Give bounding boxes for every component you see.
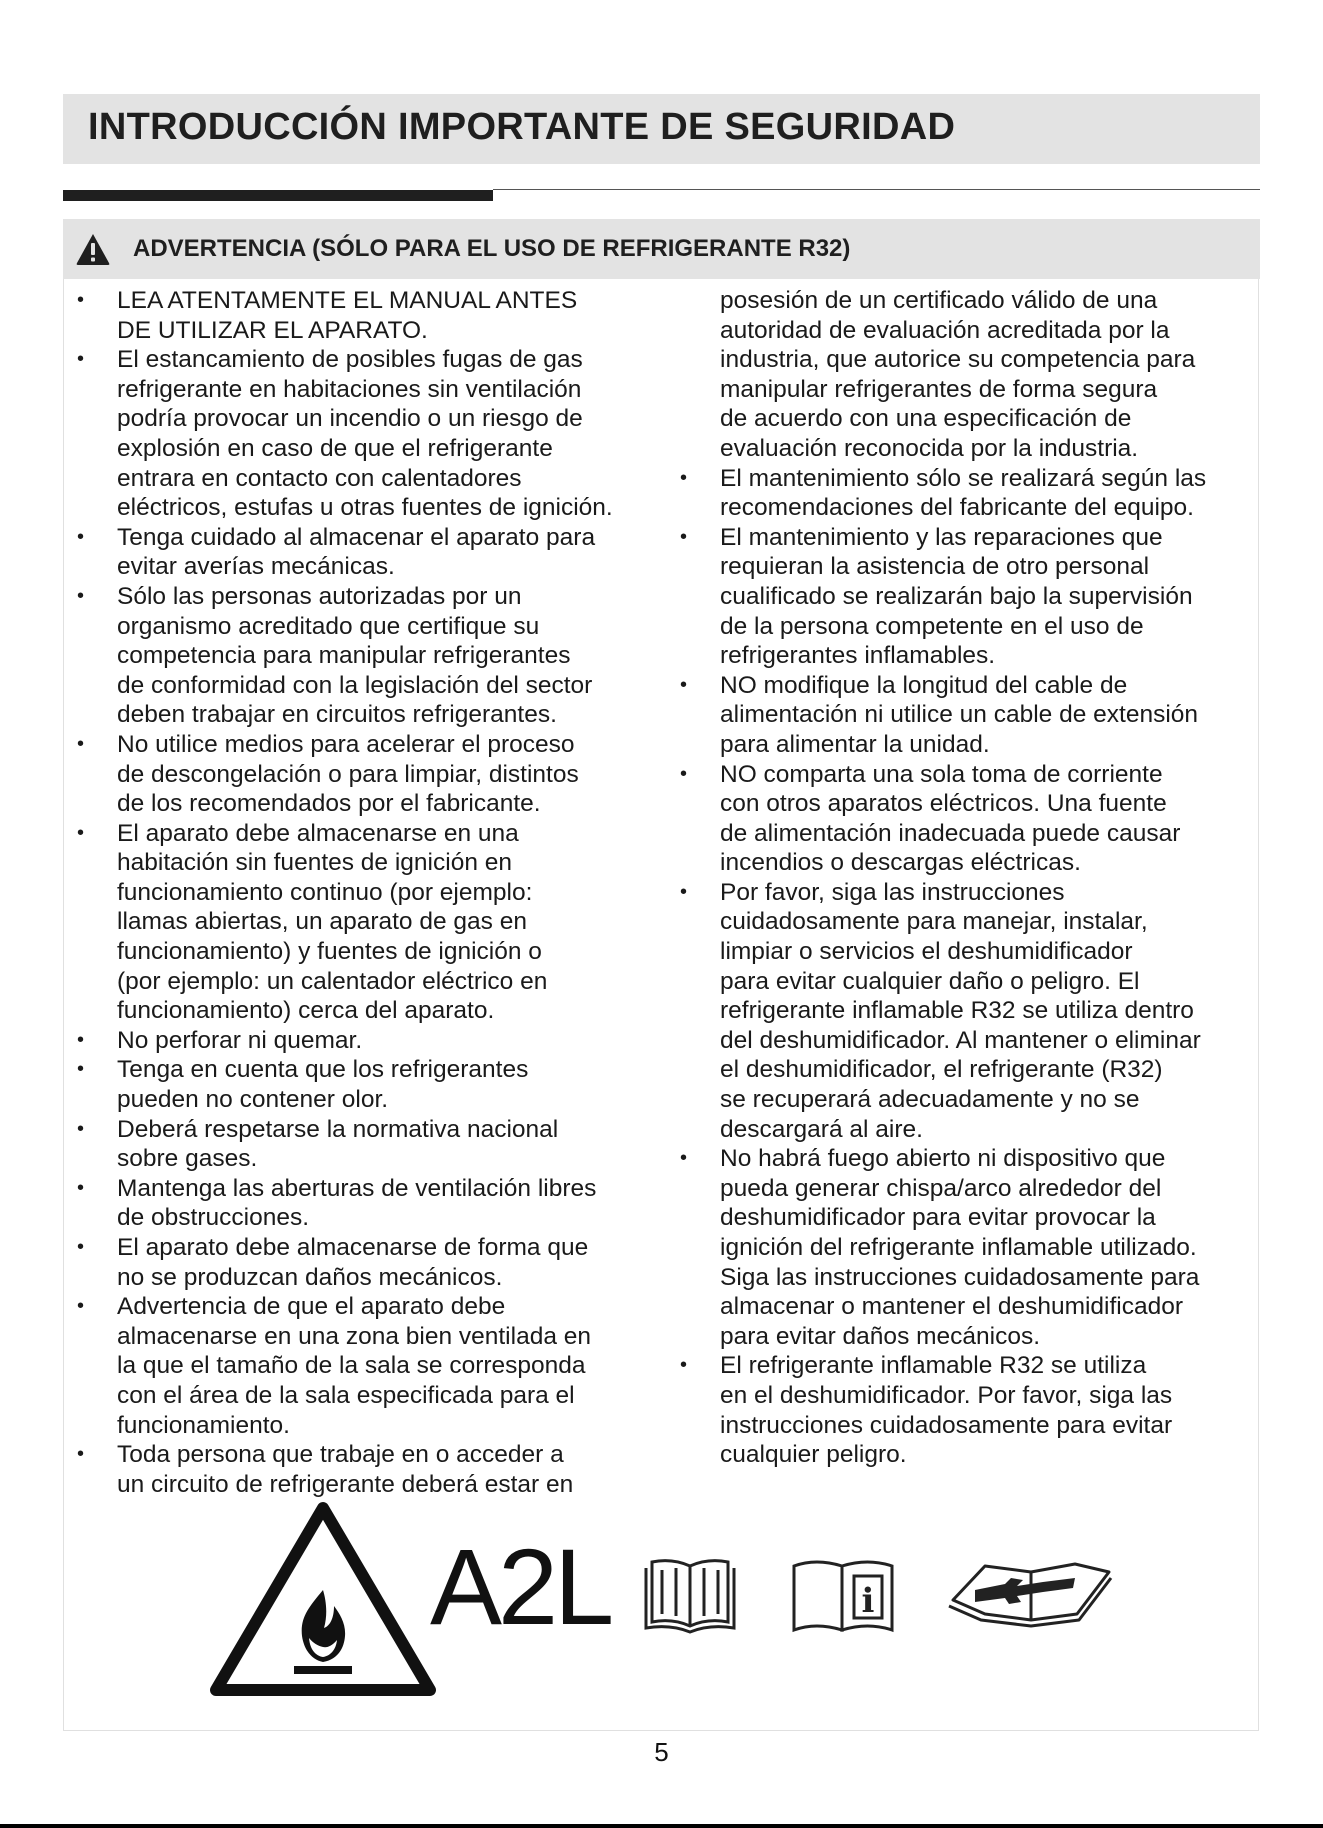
- list-item-line: • NO modifique la longitud del cable de: [720, 671, 1128, 699]
- list-item-line: • NO comparta una sola toma de corriente: [720, 760, 1163, 788]
- list-item: [77, 582, 677, 730]
- list-item: [77, 345, 677, 523]
- list-item-line: • No perforar ni quemar.: [117, 1026, 363, 1054]
- warning-bar: [63, 219, 1260, 279]
- list-item-line: • El mantenimiento sólo se realizará según las: [720, 464, 1207, 492]
- list-item-line: del deshumidificador. Al mantener o eliminar: [720, 1026, 1201, 1054]
- bottom-rule: [0, 1824, 1323, 1828]
- list-item-line: funcionamiento) cerca del aparato.: [117, 997, 495, 1025]
- list-item-line: de obstrucciones.: [117, 1204, 310, 1232]
- list-item-line: no se produzcan daños mecánicos.: [117, 1263, 503, 1291]
- list-item: [680, 760, 1260, 878]
- list-item: [680, 671, 1260, 760]
- info-manual-icon: [790, 1556, 896, 1634]
- list-item-line: la que el tamaño de la sala se corresponda: [117, 1352, 586, 1380]
- list-item-line: • Mantenga las aberturas de ventilación libres: [117, 1174, 597, 1202]
- list-item-line: industria, que autorice su competencia para: [720, 346, 1196, 374]
- list-item-line: • LEA ATENTAMENTE EL MANUAL ANTES: [117, 287, 578, 314]
- list-item: [77, 1026, 677, 1056]
- warning-title: ADVERTENCIA (SÓLO PARA EL USO DE REFRIGERANTE R32): [133, 235, 851, 262]
- list-item-line: eléctricos, estufas u otras fuentes de ignición.: [117, 494, 613, 522]
- list-item-line: llamas abiertas, un aparato de gas en: [117, 908, 527, 936]
- list-item-line: requieran la asistencia de otro personal: [720, 553, 1150, 581]
- list-item: [77, 1174, 677, 1233]
- list-item-line: podría provocar un incendio o un riesgo de: [117, 405, 583, 433]
- list-item-line: refrigerante inflamable R32 se utiliza dentro: [720, 997, 1194, 1025]
- list-item-line: Siga las instrucciones cuidadosamente para: [720, 1263, 1200, 1291]
- list-item-line: • No habrá fuego abierto ni dispositivo que: [720, 1145, 1166, 1173]
- list-item: [680, 1144, 1260, 1351]
- list-item-continuation: [680, 286, 1260, 464]
- list-item: [77, 523, 677, 582]
- list-item-line: • El aparato debe almacenarse de forma que: [117, 1234, 589, 1261]
- list-item-line: organismo acreditado que certifique su: [117, 612, 540, 640]
- list-item: [77, 1115, 677, 1174]
- list-item-line: evitar averías mecánicas.: [117, 553, 395, 581]
- list-item-line: (por ejemplo: un calentador eléctrico en: [117, 967, 548, 995]
- left-bullet-list: [77, 286, 677, 1499]
- list-item-line: sobre gases.: [117, 1145, 258, 1173]
- list-item-line: de la persona competente en el uso de: [720, 612, 1144, 640]
- list-item: [680, 1351, 1260, 1469]
- list-item-line: para alimentar la unidad.: [720, 730, 990, 758]
- list-item-line: almacenar o mantener el deshumidificador: [720, 1293, 1184, 1321]
- list-item-line: almacenarse en una zona bien ventilada en: [117, 1322, 592, 1350]
- list-item-line: • Sólo las personas autorizadas por un: [117, 582, 522, 610]
- list-item-line: autoridad de evaluación acreditada por la: [720, 316, 1170, 344]
- list-item: [77, 819, 677, 1026]
- svg-text:i: i: [861, 1581, 875, 1621]
- list-item-line: de los recomendados por el fabricante.: [117, 790, 541, 818]
- list-item-line: • El aparato debe almacenarse en una: [117, 819, 519, 847]
- service-manual-wrench-icon: [945, 1556, 1115, 1628]
- list-item-line: • Deberá respetarse la normativa nacional: [117, 1115, 559, 1143]
- list-item-line: refrigerante en habitaciones sin ventilación: [117, 375, 582, 403]
- list-item: [77, 1233, 677, 1292]
- list-item-line: cualquier peligro.: [720, 1441, 907, 1469]
- list-item-line: para evitar cualquier daño o peligro. El: [720, 967, 1140, 995]
- title-rule-thick: [63, 190, 493, 201]
- list-item-line: pueden no contener olor.: [117, 1086, 389, 1114]
- list-item-line: recomendaciones del fabricante del equipo.: [720, 494, 1194, 522]
- refrigerant-class-label: A2L: [430, 1526, 611, 1647]
- list-item-line: posesión de un certificado válido de una: [720, 287, 1158, 314]
- list-item-line: pueda generar chispa/arco alrededor del: [720, 1174, 1162, 1202]
- list-item-line: instrucciones cuidadosamente para evitar: [720, 1411, 1173, 1439]
- list-item-line: evaluación reconocida por la industria.: [720, 434, 1139, 462]
- list-item-line: • Tenga en cuenta que los refrigerantes: [117, 1056, 529, 1084]
- list-item-line: con otros aparatos eléctricos. Una fuente: [720, 790, 1167, 818]
- list-item-line: • El mantenimiento y las reparaciones que: [720, 523, 1163, 551]
- list-item-line: cualificado se realizarán bajo la supervisión: [720, 582, 1193, 610]
- list-item-line: • El estancamiento de posibles fugas de gas: [117, 346, 583, 374]
- left-column: [77, 286, 677, 1499]
- list-item-line: entrara en contacto con calentadores: [117, 464, 522, 492]
- list-item-line: funcionamiento continuo (por ejemplo:: [117, 878, 533, 906]
- list-item: [680, 878, 1260, 1144]
- list-item-line: con el área de la sala especificada para el: [117, 1381, 575, 1409]
- list-item: [77, 1292, 677, 1440]
- list-item-line: • Por favor, siga las instrucciones: [720, 878, 1065, 906]
- list-item-line: de acuerdo con una especificación de: [720, 405, 1132, 433]
- list-item: [77, 1440, 677, 1499]
- list-item-line: un circuito de refrigerante deberá estar en: [117, 1470, 574, 1498]
- list-item-line: competencia para manipular refrigerantes: [117, 642, 571, 670]
- title-bar: [63, 94, 1260, 164]
- list-item-line: • El refrigerante inflamable R32 se utiliza: [720, 1352, 1147, 1380]
- list-item-line: de alimentación inadecuada puede causar: [720, 819, 1181, 847]
- list-item-line: limpiar o servicios el deshumidificador: [720, 938, 1133, 966]
- list-item-line: ignición del refrigerante inflamable utilizado.: [720, 1234, 1197, 1261]
- list-item-line: deshumidificador para evitar provocar la: [720, 1204, 1156, 1232]
- list-item-line: de descongelación o para limpiar, distintos: [117, 760, 579, 788]
- list-item-line: • Toda persona que trabaje en o acceder a: [117, 1441, 564, 1469]
- list-item-line: deben trabajar en circuitos refrigerantes.: [117, 701, 557, 729]
- list-item: [680, 464, 1260, 523]
- page-number: 5: [654, 1737, 669, 1767]
- list-item-line: incendios o descargas eléctricas.: [720, 849, 1081, 877]
- list-item-line: • Tenga cuidado al almacenar el aparato para: [117, 523, 596, 551]
- list-item-line: alimentación ni utilice un cable de extensión: [720, 701, 1199, 729]
- open-book-icon: [642, 1556, 738, 1634]
- right-bullet-list: [680, 286, 1260, 1470]
- right-column: [680, 286, 1260, 1470]
- list-item: [77, 1055, 677, 1114]
- list-item: [77, 730, 677, 819]
- list-item: [680, 523, 1260, 671]
- list-item-line: funcionamiento.: [117, 1411, 290, 1439]
- list-item-line: explosión en caso de que el refrigerante: [117, 434, 553, 462]
- list-item-line: descargará al aire.: [720, 1115, 923, 1143]
- list-item-line: funcionamiento) y fuentes de ignición o: [117, 938, 542, 966]
- list-item-line: habitación sin fuentes de ignición en: [117, 849, 513, 877]
- list-item-line: el deshumidificador, el refrigerante (R32): [720, 1056, 1163, 1084]
- list-item-line: DE UTILIZAR EL APARATO.: [117, 316, 428, 344]
- list-item-line: se recuperará adecuadamente y no se: [720, 1086, 1140, 1114]
- list-item-line: manipular refrigerantes de forma segura: [720, 375, 1158, 403]
- list-item-line: en el deshumidificador. Por favor, siga las: [720, 1381, 1173, 1409]
- list-item-line: para evitar daños mecánicos.: [720, 1322, 1041, 1350]
- list-item: [77, 286, 677, 345]
- list-item-line: de conformidad con la legislación del sector: [117, 671, 593, 699]
- list-item-line: cuidadosamente para manejar, instalar,: [720, 908, 1148, 936]
- warning-triangle-icon: [75, 232, 111, 266]
- list-item-line: • Advertencia de que el aparato debe: [117, 1293, 506, 1321]
- list-item-line: • No utilice medios para acelerar el proceso: [117, 730, 575, 758]
- page-title: INTRODUCCIÓN IMPORTANTE DE SEGURIDAD: [88, 106, 956, 148]
- flammable-triangle-icon: [208, 1500, 438, 1698]
- list-item-line: refrigerantes inflamables.: [720, 642, 996, 670]
- title-rule-thin: [493, 189, 1260, 190]
